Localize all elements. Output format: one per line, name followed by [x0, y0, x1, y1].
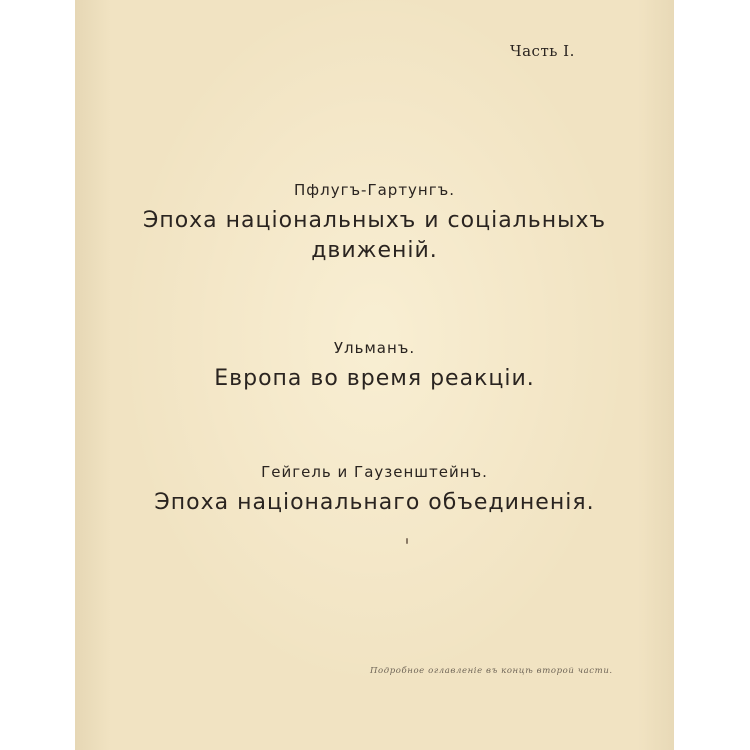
book-page — [75, 0, 674, 750]
part-label: Часть I. — [510, 42, 575, 60]
section-title-line: Эпоха національнаго объединенія. — [154, 490, 595, 515]
section-2 — [75, 338, 674, 394]
section-title — [75, 364, 674, 394]
footnote: Подробное оглавленіе въ концѣ второй части. — [370, 666, 613, 676]
section-author: Пфлугъ-Гартунгъ. — [294, 181, 455, 199]
section-title-line: Европа во время реакціи. — [214, 366, 535, 391]
section-title — [75, 206, 674, 266]
ink-speck — [406, 538, 408, 544]
section-author: Гейгель и Гаузенштейнъ. — [261, 463, 488, 481]
section-3 — [75, 462, 674, 518]
section-author: Ульманъ. — [333, 339, 416, 357]
section-1 — [75, 180, 674, 266]
section-title-line: Эпоха національныхъ и соціальныхъ — [142, 208, 607, 233]
section-title — [75, 488, 674, 518]
section-title-line: движеній. — [311, 238, 438, 263]
